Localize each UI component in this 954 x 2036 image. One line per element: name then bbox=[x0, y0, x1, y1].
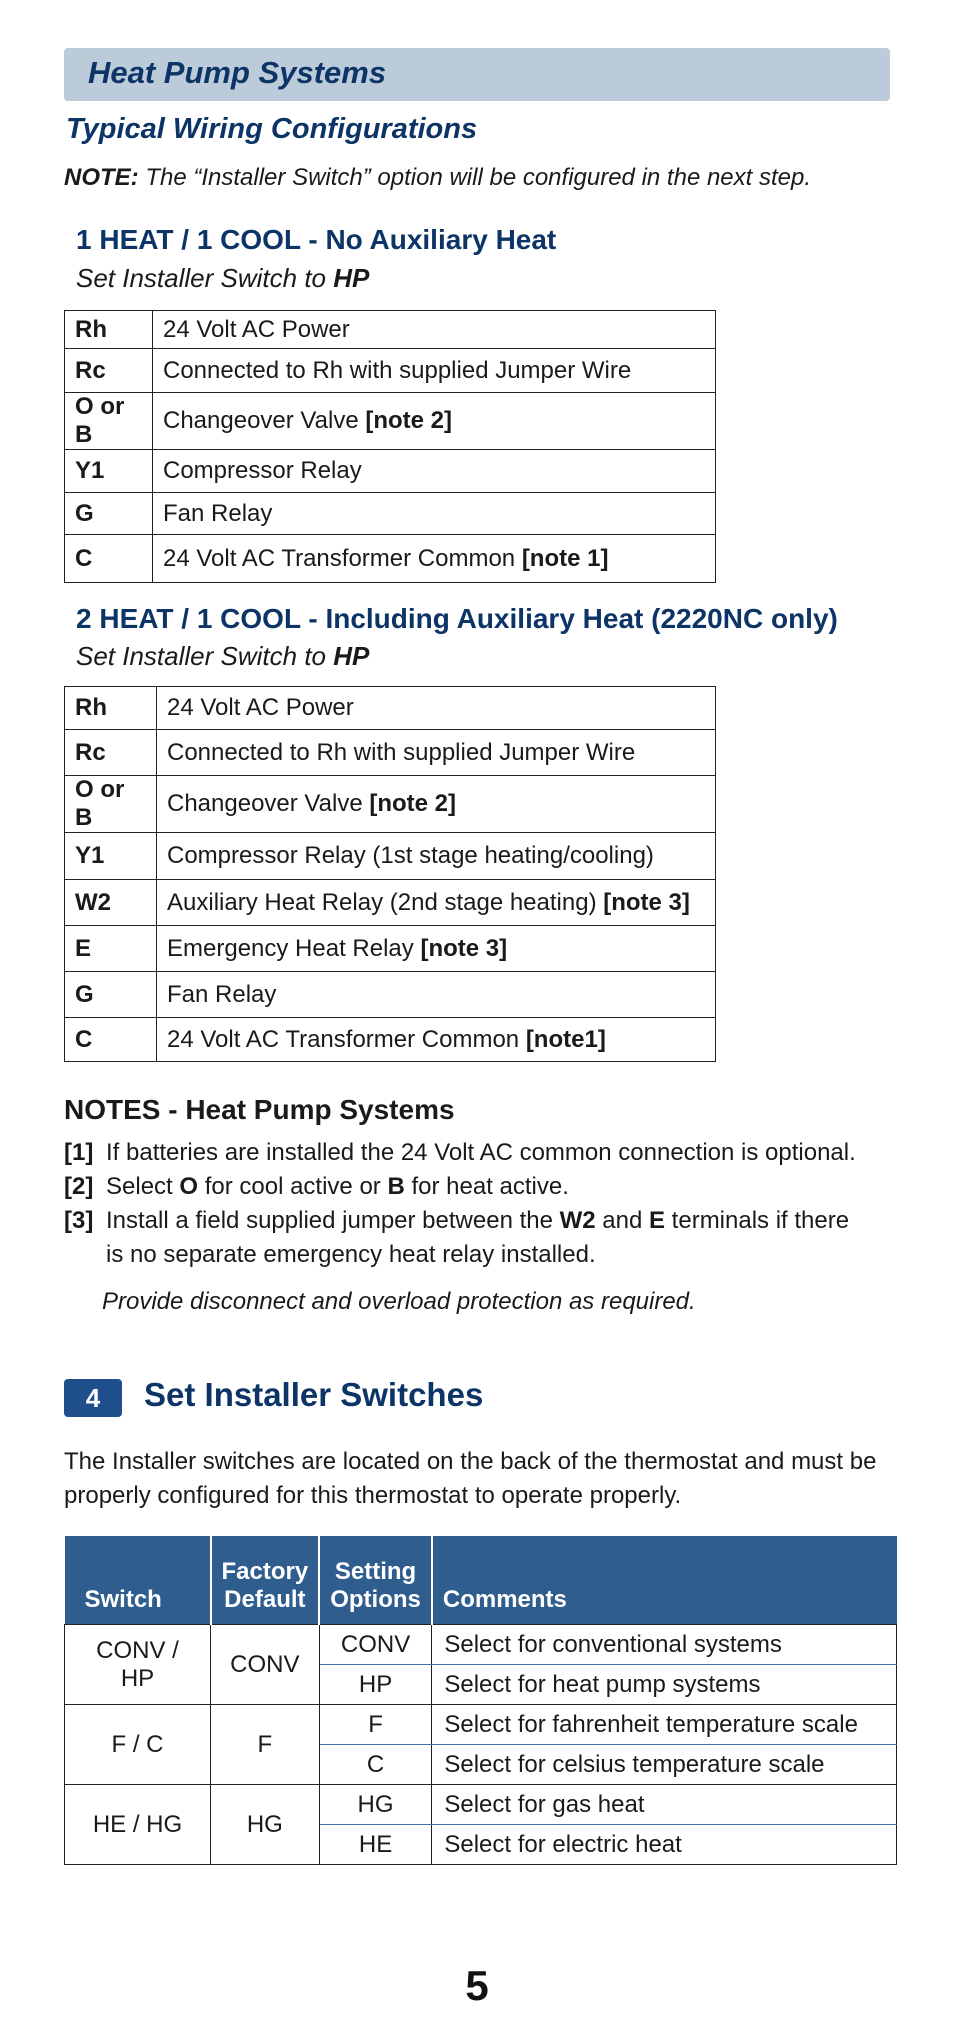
comment-cell: Select for heat pump systems bbox=[432, 1665, 897, 1705]
step-title: Set Installer Switches bbox=[144, 1376, 484, 1413]
switch-cell: CONV / HP bbox=[65, 1625, 211, 1705]
comment-cell: Select for electric heat bbox=[432, 1825, 897, 1865]
default-cell: F bbox=[211, 1705, 320, 1785]
header-switch: Switch bbox=[65, 1536, 211, 1625]
table-row: Y1 Compressor Relay (1st stage heating/cooling) bbox=[65, 833, 716, 880]
switch-cell: F / C bbox=[65, 1705, 211, 1785]
config2-title: 2 HEAT / 1 COOL - Including Auxiliary Heat (2220NC only) bbox=[76, 603, 838, 634]
installer-note bbox=[64, 164, 811, 192]
config2-wiring-table bbox=[64, 686, 716, 1062]
table-row: G Fan Relay bbox=[65, 972, 716, 1018]
config1-wiring-table bbox=[64, 310, 716, 583]
switch-cell: HE / HG bbox=[65, 1785, 211, 1865]
table-row: Rh 24 Volt AC Power bbox=[65, 311, 716, 349]
note-item-1: [1] If batteries are installed the 24 Volt AC common connection is optional. bbox=[64, 1139, 856, 1166]
table-row: O or B Changeover Valve [note 2] bbox=[65, 776, 716, 833]
default-cell: CONV bbox=[211, 1625, 320, 1705]
step-description: The Installer switches are located on the back of the thermostat and must be properly configured for this thermostat to operate properly. bbox=[64, 1448, 877, 1509]
section-title: Heat Pump Systems bbox=[88, 55, 387, 90]
comment-cell: Select for fahrenheit temperature scale bbox=[432, 1705, 897, 1745]
table-row: Y1 Compressor Relay bbox=[65, 450, 716, 493]
header-setting-options: Setting Options bbox=[319, 1536, 432, 1625]
setting-cell: F bbox=[319, 1705, 432, 1745]
table-header-row bbox=[65, 1536, 897, 1625]
notes-title: NOTES - Heat Pump Systems bbox=[64, 1094, 455, 1125]
header-comments: Comments bbox=[432, 1536, 897, 1625]
default-cell: HG bbox=[211, 1785, 320, 1865]
step-number-badge: 4 bbox=[64, 1379, 122, 1417]
table-row bbox=[65, 1705, 897, 1745]
note-item-2: [2] Select O for cool active or B for heat active. bbox=[64, 1173, 569, 1200]
table-row: E Emergency Heat Relay [note 3] bbox=[65, 926, 716, 972]
table-row: C 24 Volt AC Transformer Common [note1] bbox=[65, 1018, 716, 1062]
setting-cell: HG bbox=[319, 1785, 432, 1825]
note-label: NOTE: bbox=[64, 164, 139, 191]
table-row: O or B Changeover Valve [note 2] bbox=[65, 393, 716, 450]
table-row: Rc Connected to Rh with supplied Jumper Wire bbox=[65, 730, 716, 776]
setting-cell: CONV bbox=[319, 1625, 432, 1665]
setting-cell: HP bbox=[319, 1665, 432, 1705]
table-row: W2 Auxiliary Heat Relay (2nd stage heating) [note 3] bbox=[65, 880, 716, 926]
installer-switch-table bbox=[64, 1536, 897, 1865]
setting-cell: HE bbox=[319, 1825, 432, 1865]
note-text: The “Installer Switch” option will be configured in the next step. bbox=[145, 164, 812, 191]
table-row: C 24 Volt AC Transformer Common [note 1] bbox=[65, 535, 716, 583]
table-row: Rc Connected to Rh with supplied Jumper Wire bbox=[65, 349, 716, 393]
note-item-3: [3] Install a field supplied jumper between the W2 and E terminals if there is no separate emergency heat relay installed. bbox=[64, 1207, 850, 1268]
config1-switch-setting: Set Installer Switch to HP bbox=[76, 263, 370, 293]
comment-cell: Select for gas heat bbox=[432, 1785, 897, 1825]
table-row bbox=[65, 1785, 897, 1825]
table-row: Rh 24 Volt AC Power bbox=[65, 687, 716, 730]
table-row: G Fan Relay bbox=[65, 493, 716, 535]
config2-switch-setting: Set Installer Switch to HP bbox=[76, 641, 370, 671]
header-factory-default: Factory Default bbox=[211, 1536, 320, 1625]
table-row bbox=[65, 1625, 897, 1665]
setting-cell: C bbox=[319, 1745, 432, 1785]
page-number: 5 bbox=[465, 1962, 489, 2009]
protection-note: Provide disconnect and overload protection as required. bbox=[102, 1288, 696, 1315]
subheading: Typical Wiring Configurations bbox=[66, 113, 478, 145]
section-banner bbox=[64, 48, 890, 101]
comment-cell: Select for celsius temperature scale bbox=[432, 1745, 897, 1785]
comment-cell: Select for conventional systems bbox=[432, 1625, 897, 1665]
config1-title: 1 HEAT / 1 COOL - No Auxiliary Heat bbox=[76, 224, 557, 255]
